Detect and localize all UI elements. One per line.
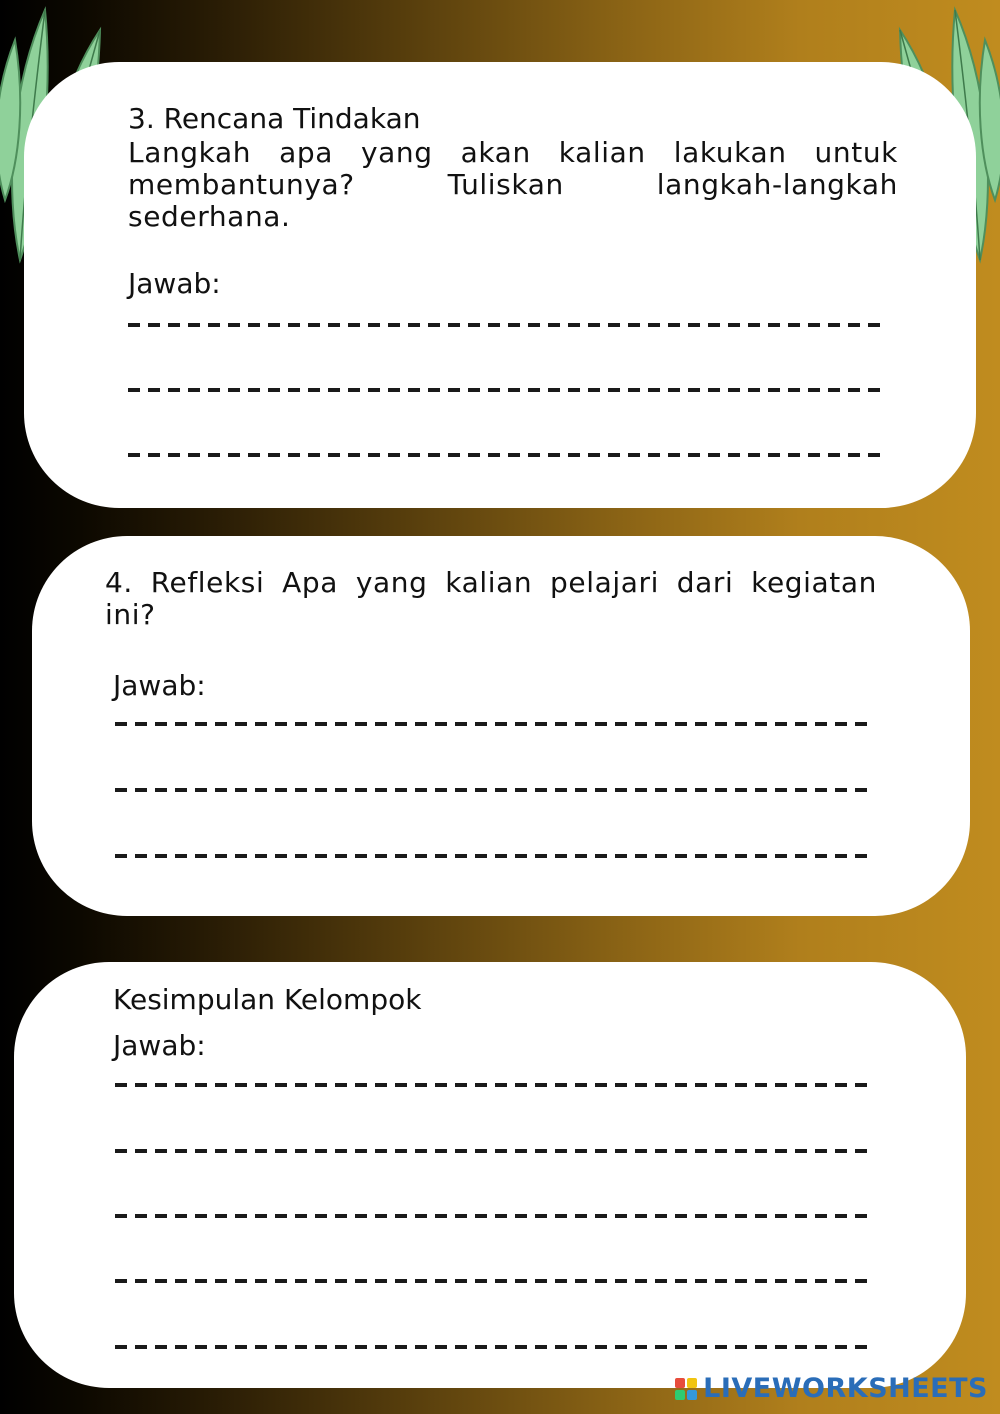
answer-line[interactable] [115, 1214, 872, 1218]
section4-answer-label: Jawab: [113, 669, 206, 702]
answer-line[interactable] [115, 1345, 872, 1349]
answer-line[interactable] [115, 722, 872, 726]
conclusion-title: Kesimpulan Kelompok [113, 983, 422, 1016]
answer-line[interactable] [115, 788, 872, 792]
brand-name: LIVEWORKSHEETS [703, 1373, 988, 1404]
answer-line[interactable] [128, 453, 885, 457]
answer-line[interactable] [128, 323, 885, 327]
section3-answer-label: Jawab: [128, 267, 221, 300]
section3-title: 3. Rencana Tindakan [128, 102, 421, 135]
conclusion-answer-label: Jawab: [113, 1029, 206, 1062]
liveworksheets-logo-icon [675, 1378, 697, 1400]
answer-line[interactable] [115, 1149, 872, 1153]
answer-line[interactable] [115, 1279, 872, 1283]
liveworksheets-brand[interactable] [675, 1373, 988, 1404]
answer-line[interactable] [115, 1083, 872, 1087]
conclusion-card [14, 962, 966, 1388]
answer-line[interactable] [128, 388, 885, 392]
section4-question: 4. Refleksi Apa yang kalian pelajari dari kegiatan ini? [105, 566, 877, 631]
answer-line[interactable] [115, 854, 872, 858]
section3-question: Langkah apa yang akan kalian lakukan untuk membantunya? Tuliskan langkah-langkah sederhana. [128, 136, 898, 233]
